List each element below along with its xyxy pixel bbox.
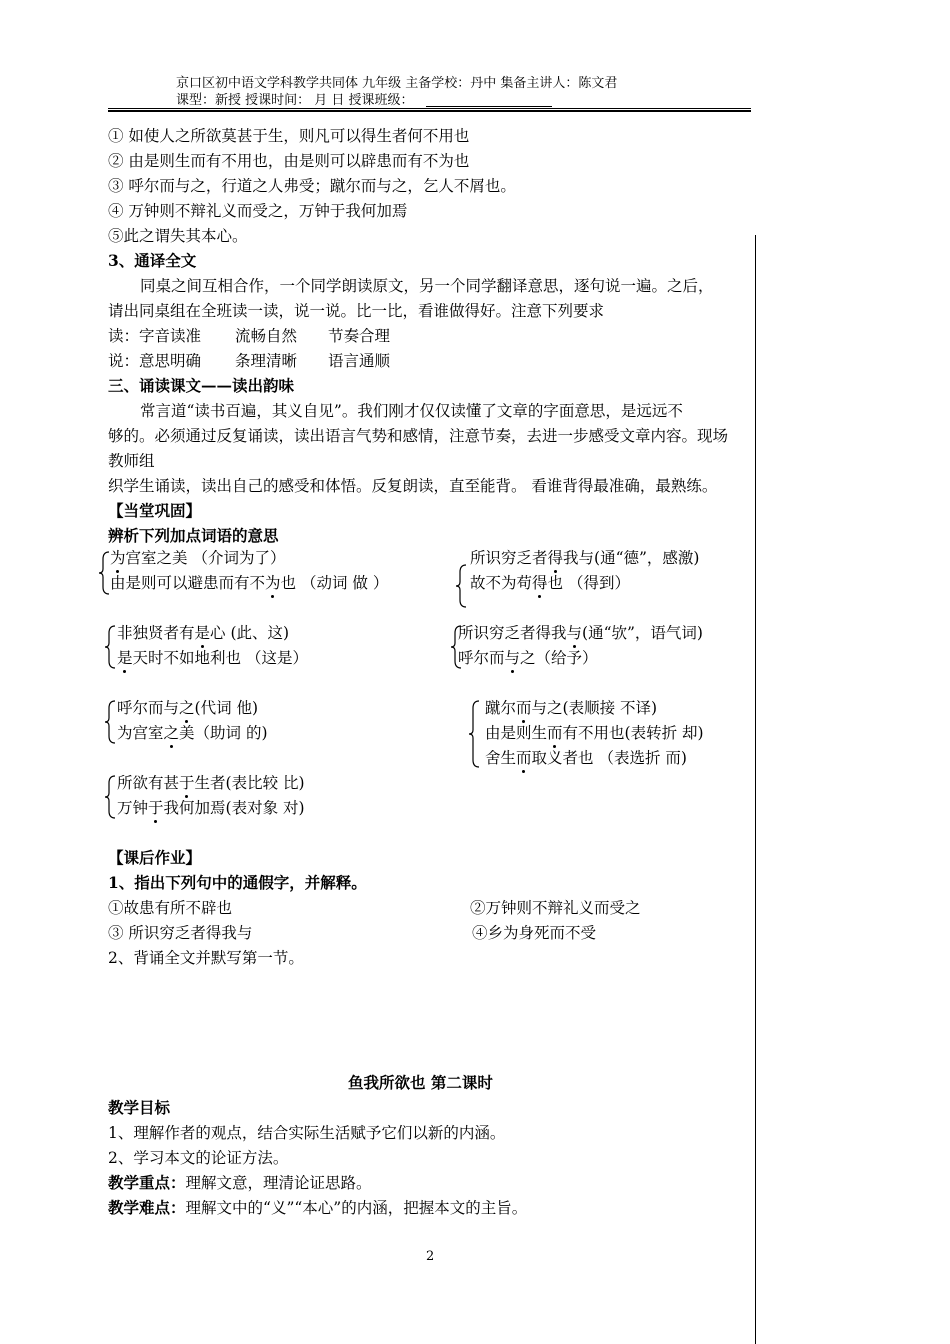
part-3-line-1: 常言道“读书百遍，其义自见”。我们刚才仅仅读懂了文章的字面意思，是远远不: [140, 402, 683, 420]
say-req-3: 语言通顺: [328, 352, 391, 370]
part-3-line-4: 织学生诵读，读出自己的感受和体悟。反复朗读，直至能背。 看谁背得最准确，最熟练。: [108, 477, 718, 495]
read-req-3: 节奏合理: [328, 327, 391, 345]
homework-title: 【课后作业】: [108, 848, 202, 867]
word-item: 为宫室之美（助词 的): [117, 724, 268, 742]
header-rule-thick: [108, 110, 751, 112]
word-item: 所识穷乏者得我与(通“德”，感激): [470, 549, 700, 567]
sentence-4: ④ 万钟则不辩礼义而受之，万钟于我何加焉: [108, 202, 408, 220]
word-item: 由是则生而有不用也(表转折 却): [485, 724, 704, 742]
difficult-point: 教学难点：理解文中的“义”“本心”的内涵，把握本文的主旨。: [108, 1198, 528, 1217]
word-item: 呼尔而与之（给予）: [458, 649, 598, 667]
word-item: 所识穷乏者得我与(通“欤”，语气词): [458, 624, 703, 642]
consolidate-subtitle: 辨析下列加点词语的意思: [108, 526, 279, 545]
brace-group-3: [104, 625, 118, 669]
key-point: 教学重点：理解文意，理清论证思路。: [108, 1173, 372, 1192]
word-item: 由是则可以避患而有不为也 （动词 做 ）: [110, 574, 389, 592]
goal-2: 2、学习本文的论证方法。: [108, 1149, 289, 1167]
read-req-1: 读：字音读准: [108, 327, 202, 345]
class-underline: [426, 106, 552, 107]
brace-group-5: [104, 700, 118, 744]
homework-item-2: ②万钟则不辩礼义而受之: [470, 899, 641, 917]
homework-item-4: ④乡为身死而不受: [472, 924, 597, 942]
homework-item-3: ③ 所识穷乏者得我与: [108, 924, 253, 942]
read-req-2: 流畅自然: [235, 327, 298, 345]
word-item: 呼尔而与之(代词 他): [117, 699, 259, 717]
goals-title: 教学目标: [108, 1098, 171, 1117]
brace-group-6: [468, 700, 482, 768]
header-line-2: 课型：新授 授课时间： 月 日 授课班级：: [176, 93, 414, 108]
word-item: 是天时不如地利也 （这是）: [117, 649, 308, 667]
word-item: 故不为苟得也 （得到）: [470, 574, 630, 592]
part-3-title: 三、诵读课文——读出韵味: [108, 376, 295, 395]
section-3-para-2: 请出同桌组在全班读一读，说一说。比一比，看谁做得好。注意下列要求: [108, 302, 605, 320]
homework-q2: 2、背诵全文并默写第一节。: [108, 949, 304, 967]
say-req-2: 条理清晰: [235, 352, 298, 370]
word-item: 非独贤者有是心 (此、这): [117, 624, 290, 642]
right-margin-line: [755, 235, 756, 1344]
header-line-1: 京口区初中语文学科教学共同体 九年级 主备学校：丹中 集备主讲人：陈文君: [176, 76, 618, 91]
sentence-2: ② 由是则生而有不用也，由是则可以辟患而有不为也: [108, 152, 470, 170]
section-3-title: 3、通译全文: [108, 251, 197, 270]
goal-1: 1、理解作者的观点，结合实际生活赋予它们以新的内涵。: [108, 1124, 506, 1142]
lesson-2-title: 鱼我所欲也 第二课时: [348, 1073, 493, 1092]
section-3-para-1: 同桌之间互相合作，一个同学朗读原文，另一个同学翻译意思，逐句说一遍。之后，: [140, 277, 714, 295]
word-item: 为宫室之美 （介词为了）: [110, 549, 286, 567]
homework-q1: 1、指出下列句中的通假字，并解释。: [108, 873, 367, 892]
say-req-1: 说：意思明确: [108, 352, 202, 370]
sentence-1: ① 如使人之所欲莫甚于生，则凡可以得生者何不用也: [108, 127, 470, 145]
brace-group-2: [455, 564, 469, 608]
word-item: 舍生而取义者也 （表选折 而): [485, 749, 687, 767]
word-item: 所欲有甚于生者(表比较 比): [117, 774, 305, 792]
page-number: 2: [426, 1249, 435, 1264]
header-rule-thin: [108, 108, 751, 109]
sentence-3: ③ 呼尔而与之，行道之人弗受；蹴尔而与之，乞人不屑也。: [108, 177, 516, 195]
sentence-5: ⑤此之谓失其本心。: [108, 227, 248, 245]
consolidate-title: 【当堂巩固】: [108, 501, 202, 520]
part-3-line-3: 教师组: [108, 452, 155, 470]
word-item: 蹴尔而与之(表顺接 不译): [485, 699, 658, 717]
homework-item-1: ①故患有所不辟也: [108, 899, 233, 917]
part-3-line-2: 够的。必须通过反复诵读，读出语言气势和感情，注意节奏，去进一步感受文章内容。现场: [108, 427, 729, 445]
brace-group-7: [104, 775, 118, 819]
word-item: 万钟于我何加焉(表对象 对): [117, 799, 305, 817]
